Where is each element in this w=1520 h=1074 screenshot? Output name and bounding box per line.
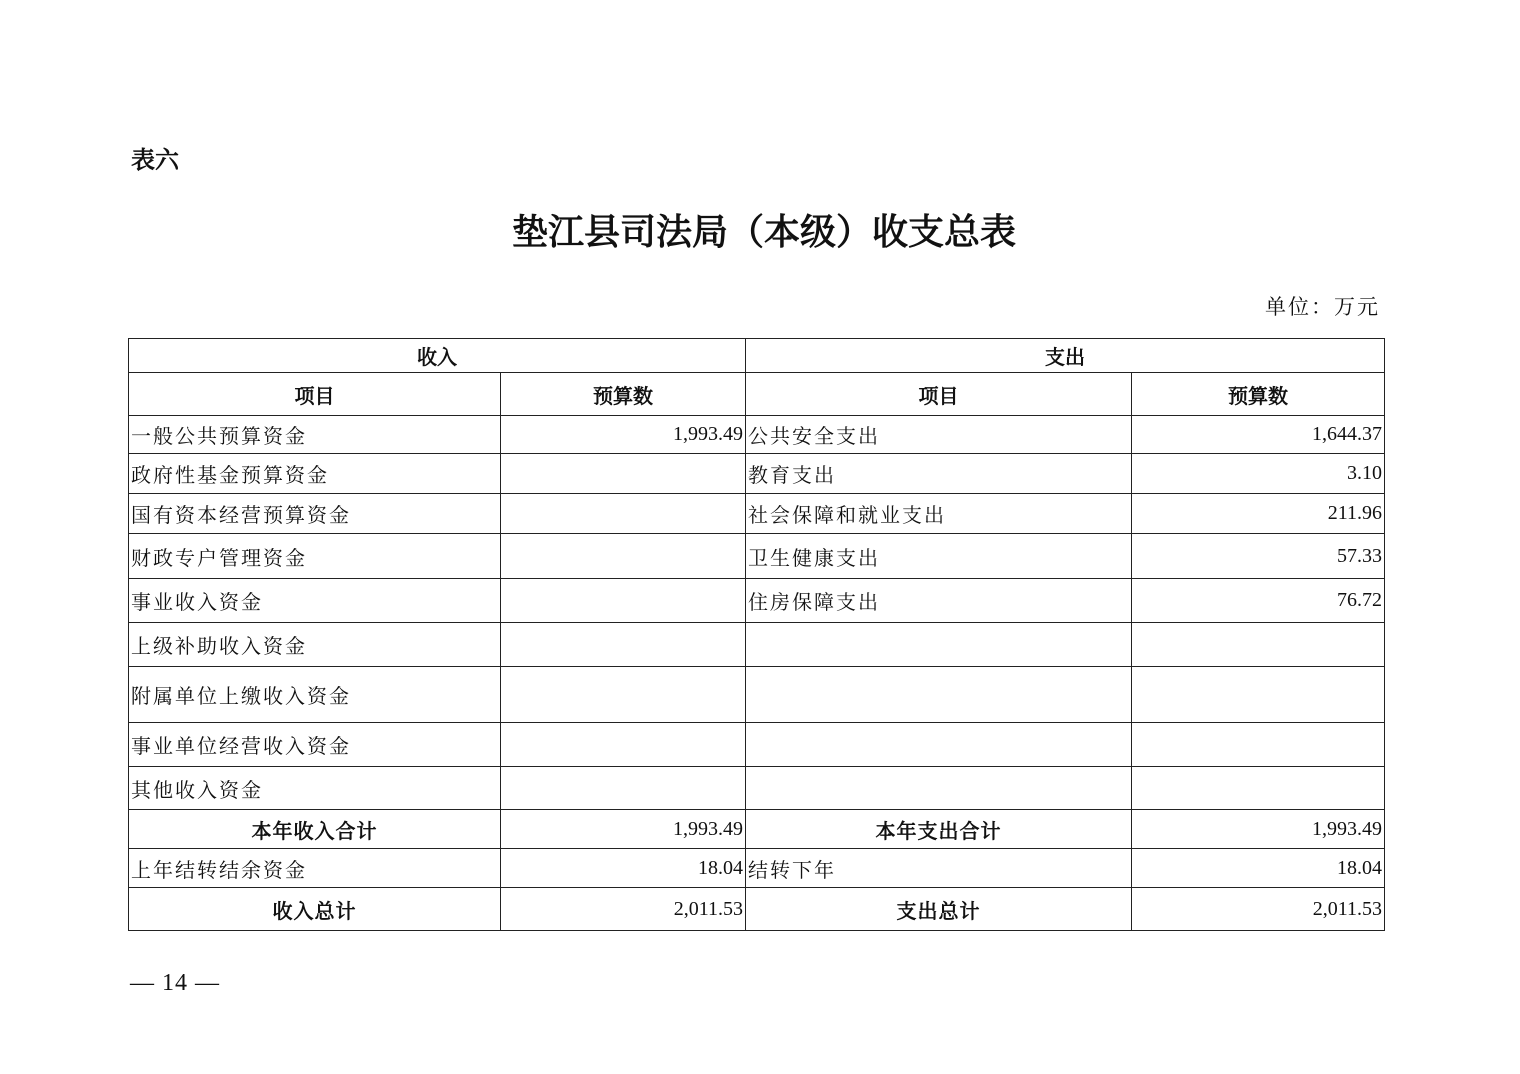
- table-row: [129, 767, 1385, 810]
- expense-value: 3.10: [1132, 454, 1385, 494]
- expense-item-header: 项目: [746, 373, 1132, 416]
- group-header-row: [129, 339, 1385, 373]
- income-year-total-label: 本年收入合计: [129, 810, 501, 849]
- grand-total-row: [129, 888, 1385, 931]
- income-grand-total-label: 收入总计: [129, 888, 501, 931]
- income-value: [501, 767, 746, 810]
- expense-value: [1132, 667, 1385, 723]
- income-item: 其他收入资金: [129, 767, 501, 810]
- income-carryover-label: 上年结转结余资金: [129, 849, 501, 888]
- income-year-total-value: 1,993.49: [501, 810, 746, 849]
- expense-year-total-value: 1,993.49: [1132, 810, 1385, 849]
- income-expense-summary-table: [128, 338, 1385, 931]
- expense-item: [746, 723, 1132, 767]
- expense-item: [746, 767, 1132, 810]
- income-value: [501, 534, 746, 579]
- expense-item: [746, 667, 1132, 723]
- income-group-header: 收入: [129, 339, 746, 373]
- income-item: 事业收入资金: [129, 579, 501, 623]
- income-value: 1,993.49: [501, 416, 746, 454]
- carryover-row: [129, 849, 1385, 888]
- income-value: [501, 454, 746, 494]
- expense-value: [1132, 623, 1385, 667]
- income-value: [501, 723, 746, 767]
- expense-carryover-label: 结转下年: [746, 849, 1132, 888]
- income-item-header: 项目: [129, 373, 501, 416]
- expense-item: 教育支出: [746, 454, 1132, 494]
- income-item: 附属单位上缴收入资金: [129, 667, 501, 723]
- expense-budget-header: 预算数: [1132, 373, 1385, 416]
- table-row: [129, 623, 1385, 667]
- expense-item: 社会保障和就业支出: [746, 494, 1132, 534]
- expense-value: 1,644.37: [1132, 416, 1385, 454]
- income-grand-total-value: 2,011.53: [501, 888, 746, 931]
- table-row: [129, 416, 1385, 454]
- expense-value: 76.72: [1132, 579, 1385, 623]
- expense-value: 57.33: [1132, 534, 1385, 579]
- expense-value: 211.96: [1132, 494, 1385, 534]
- expense-item: 公共安全支出: [746, 416, 1132, 454]
- expense-group-header: 支出: [746, 339, 1385, 373]
- year-total-row: [129, 810, 1385, 849]
- table-row: [129, 579, 1385, 623]
- income-item: 政府性基金预算资金: [129, 454, 501, 494]
- expense-item: 住房保障支出: [746, 579, 1132, 623]
- income-item: 事业单位经营收入资金: [129, 723, 501, 767]
- income-carryover-value: 18.04: [501, 849, 746, 888]
- income-item: 一般公共预算资金: [129, 416, 501, 454]
- income-item: 国有资本经营预算资金: [129, 494, 501, 534]
- table-row: [129, 667, 1385, 723]
- column-header-row: [129, 373, 1385, 416]
- table-row: [129, 723, 1385, 767]
- income-budget-header: 预算数: [501, 373, 746, 416]
- unit-label: 单位：万元: [1265, 295, 1380, 319]
- income-value: [501, 667, 746, 723]
- income-item: 财政专户管理资金: [129, 534, 501, 579]
- table-row: [129, 534, 1385, 579]
- table-row: [129, 454, 1385, 494]
- income-item: 上级补助收入资金: [129, 623, 501, 667]
- expense-value: [1132, 767, 1385, 810]
- table-label: 表六: [131, 146, 179, 174]
- table-row: [129, 494, 1385, 534]
- expense-carryover-value: 18.04: [1132, 849, 1385, 888]
- expense-value: [1132, 723, 1385, 767]
- income-value: [501, 623, 746, 667]
- income-value: [501, 579, 746, 623]
- expense-year-total-label: 本年支出合计: [746, 810, 1132, 849]
- expense-item: 卫生健康支出: [746, 534, 1132, 579]
- expense-grand-total-label: 支出总计: [746, 888, 1132, 931]
- income-value: [501, 494, 746, 534]
- expense-item: [746, 623, 1132, 667]
- expense-grand-total-value: 2,011.53: [1132, 888, 1385, 931]
- document-title: 垫江县司法局（本级）收支总表: [511, 211, 1016, 253]
- page-number: — 14 —: [130, 970, 220, 996]
